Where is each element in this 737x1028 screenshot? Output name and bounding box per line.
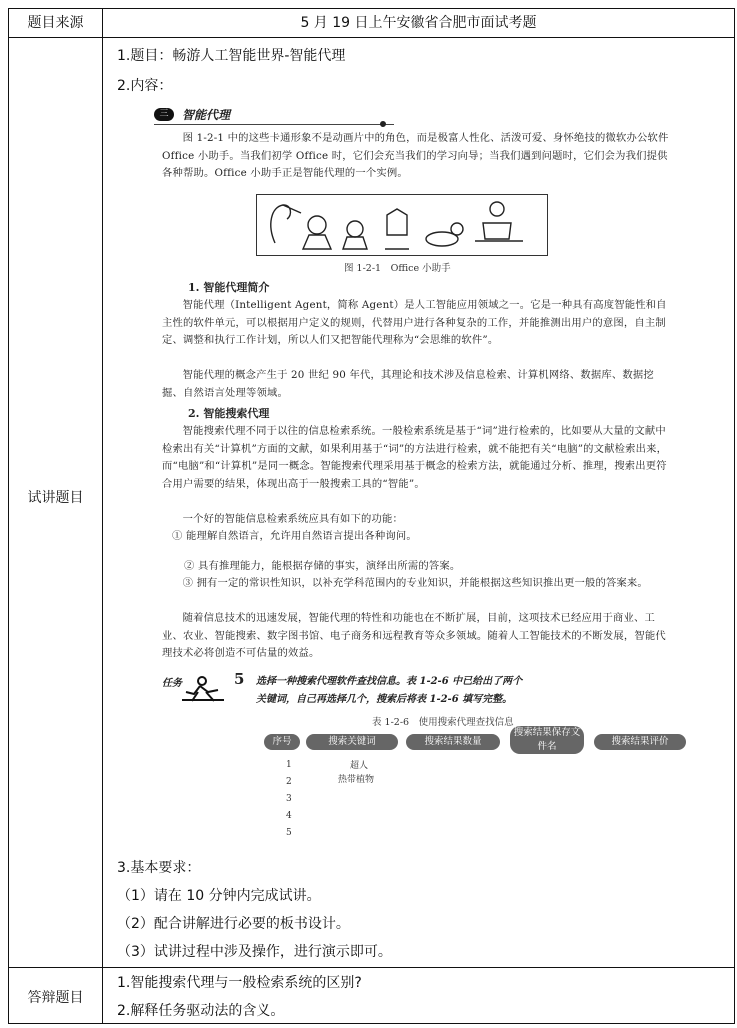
table-row-number: 3 [286,794,292,804]
row-divider [9,967,734,968]
table-row-number: 5 [286,828,292,838]
office-assistant-figure [256,194,548,256]
office-assistant-cartoons-icon [257,195,547,255]
table-header: 搜索结果评价 [594,734,686,750]
paragraph: 智能搜索代理不同于以往的信息检索系统。一般检索系统是基于“词”进行检索的，比如要从大量的文献中检索出有关“计算机”方面的文献，如果利用基于“词”的方法进行检索，就不能把有关“电脑”的文献检索出来，而“电脑”和“计算机”是同一概念。智能搜索代理采用基于概念的检索方法，就能通过分析、推理，搜索出更符合用户需要的结果，体现出高于一般搜索工具的“智能”。 [162,425,668,490]
intro-paragraph: 图 1-2-1 中的这些卡通形象不是动画片中的角色，而是极富人性化、活泼可爱、身怀绝技的微软办公软件 Office 小助手。当我们初学 Office 时，它们会充当我们的学习向导；当我们遇到问题时，它们会为我们提供各种帮助。Office 小助手正是智能代理的一个实例。 [162,132,669,179]
paragraph: 智能代理的概念产生于 20 世纪 90 年代，其理论和技术涉及信息检索、计算机网络、数据库、数据挖掘、自然语言处理等领域。 [162,369,654,399]
feature-item: ① 能理解自然语言，允许用自然语言提出各种询问。 [172,530,417,542]
table-header: 搜索关键词 [306,734,398,750]
table-row-number: 4 [286,811,292,821]
requirement-item: （3）试讲过程中涉及操作，进行演示即可。 [117,944,392,960]
feature-item: ③ 拥有一定的常识性知识，以补充学科范围内的专业知识，并能根据这些知识推出更一般的答案来。 [182,577,648,589]
section-title: 智能代理 [182,108,231,122]
paragraph: 一个好的智能信息检索系统应具有如下的功能： [182,513,404,525]
defense-label: 答辩题目 [27,990,84,1006]
table-header: 搜索结果数量 [406,734,500,750]
table-caption: 表 1-2-6 使用搜索代理查找信息 [372,717,514,728]
lecture-label: 试讲题目 [27,490,84,506]
figure-caption: 图 1-2-1 Office 小助手 [344,263,451,274]
subsection-heading: 1. 智能代理简介 [188,281,270,294]
task-badge: 任务 [162,678,182,689]
table-header: 搜索结果保存文件名 [510,726,584,754]
paragraph: 智能代理（Intelligent Agent，简称 Agent）是人工智能应用领域之一。它是一种具有高度智能性和自主性的软件单元，可以根据用户定义的规则，代替用户进行各种复杂的工作，并能推测出用户的意图，自主制定、调整和执行工作计划，所以人们又把智能代理称为“会思维的软件”。 [162,299,667,346]
table-row-keyword: 热带植物 [338,775,375,785]
task-instruction: 选择一种搜索代理软件查找信息。表 1-2-6 中已给出了两个 [256,676,523,687]
content-line: 2.内容： [117,78,173,94]
task-number: 5 [234,670,245,688]
table-row-keyword: 超人 [350,761,369,771]
paragraph: 随着信息技术的迅速发展，智能代理的特性和功能也在不断扩展，目前，这项技术已经应用于商业、工业、农业、智能搜索、数字图书馆、电子商务和远程教育等众多领域。随着人工智能技术的不断发展，智能代理技术必将创造不可估量的效益。 [162,612,666,659]
feature-item: ② 具有推理能力，能根据存储的事实，演绎出所需的答案。 [184,560,461,572]
textbook-excerpt [110,96,722,846]
row-divider [9,37,734,38]
topic-line: 1.题目：畅游人工智能世界-智能代理 [117,48,346,64]
section-badge: 三 [154,108,174,121]
table-header: 序号 [264,734,300,750]
runner-icon [180,676,226,702]
table-row-number: 2 [286,777,292,787]
requirement-item: （2）配合讲解进行必要的板书设计。 [117,916,350,932]
source-label: 题目来源 [27,15,84,31]
pen-tip-icon [380,121,386,127]
requirement-item: （1）请在 10 分钟内完成试讲。 [117,888,321,904]
defense-question: 1.智能搜索代理与一般检索系统的区别? [117,975,362,991]
column-divider [102,9,103,1023]
section-underline [154,124,394,125]
task-instruction: 关键词，自己再选择几个，搜索后将表 1-2-6 填写完整。 [256,694,513,705]
subsection-heading: 2. 智能搜索代理 [188,407,270,420]
table-row-number: 1 [286,760,292,770]
requirements-title: 3.基本要求： [117,860,201,876]
defense-question: 2.解释任务驱动法的含义。 [117,1003,285,1019]
source-value: 5 月 19 日上午安徽省合肥市面试考题 [300,15,537,31]
